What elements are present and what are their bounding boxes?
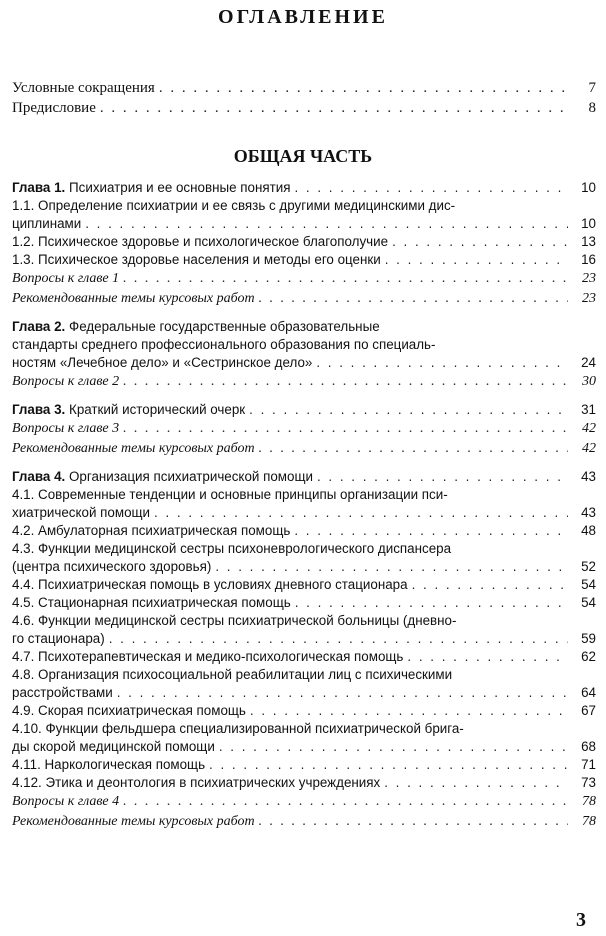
leader-dots bbox=[209, 756, 568, 774]
toc-page-number: 24 bbox=[581, 355, 596, 370]
leader-dots bbox=[85, 215, 568, 233]
toc-page-number: 67 bbox=[581, 703, 596, 718]
chapter-label: Глава 2. bbox=[12, 319, 66, 334]
toc-section-1-2[interactable] bbox=[0, 233, 606, 251]
toc-page-number: 16 bbox=[581, 252, 596, 267]
toc-section-4-7[interactable] bbox=[0, 648, 606, 666]
toc-main bbox=[0, 179, 606, 832]
toc-page-number: 7 bbox=[588, 80, 596, 96]
toc-entry-text-line1: 1.1. Определение психиатрии и ее связь с другими медицинскими дис- bbox=[12, 198, 456, 213]
toc-entry-text: 1.3. Психическое здоровье населения и методы его оценки bbox=[12, 252, 381, 267]
toc-entry-text-line1: 4.1. Современные тенденции и основные принципы организации пси- bbox=[12, 487, 448, 502]
toc-entry-text: Рекомендованные темы курсовых работ bbox=[12, 291, 255, 306]
toc-coursework-3[interactable] bbox=[0, 439, 606, 459]
leader-dots bbox=[109, 630, 568, 648]
toc-section-4-3[interactable] bbox=[0, 540, 606, 576]
toc-entry-text-line1: 4.8. Организация психосоциальной реабилитации лиц с психическими bbox=[12, 667, 453, 682]
chapter-title-line2: стандарты среднего профессионального образования по специаль- bbox=[12, 337, 436, 352]
toc-page-number: 43 bbox=[581, 469, 596, 484]
toc-page-number: 42 bbox=[582, 421, 596, 436]
toc-entry-text: циплинами bbox=[12, 216, 82, 231]
toc-coursework-4[interactable] bbox=[0, 812, 606, 832]
toc-entry-abbreviations[interactable] bbox=[0, 78, 606, 98]
toc-page-number: 48 bbox=[581, 523, 596, 538]
leader-dots bbox=[249, 401, 568, 419]
toc-page-number: 54 bbox=[581, 577, 596, 592]
toc-page-number: 13 bbox=[581, 234, 596, 249]
chapter-label: Глава 3. bbox=[12, 402, 66, 417]
toc-section-4-6[interactable] bbox=[0, 612, 606, 648]
toc-section-4-5[interactable] bbox=[0, 594, 606, 612]
chapter-label: Глава 4. bbox=[12, 469, 66, 484]
toc-entry-text: 4.11. Наркологическая помощь bbox=[12, 757, 206, 772]
chapter-title: Психиатрия и ее основные понятия bbox=[69, 180, 291, 195]
leader-dots bbox=[123, 372, 568, 392]
toc-chapter-4[interactable] bbox=[0, 468, 606, 486]
toc-chapter-1[interactable] bbox=[0, 179, 606, 197]
toc-section-4-4[interactable] bbox=[0, 576, 606, 594]
toc-page-number: 31 bbox=[581, 402, 596, 417]
leader-dots bbox=[384, 774, 568, 792]
toc-section-4-10[interactable] bbox=[0, 720, 606, 756]
chapter-title-line3: ностям «Лечебное дело» и «Сестринское дело» bbox=[12, 355, 313, 370]
toc-page-number: 30 bbox=[582, 374, 596, 389]
leader-dots bbox=[412, 576, 568, 594]
toc-page-number: 43 bbox=[581, 505, 596, 520]
toc-page-number: 78 bbox=[582, 814, 596, 829]
toc-page-number: 10 bbox=[581, 180, 596, 195]
toc-section-4-8[interactable] bbox=[0, 666, 606, 702]
toc-page-number: 10 bbox=[581, 216, 596, 231]
leader-dots bbox=[259, 439, 568, 459]
leader-dots bbox=[250, 702, 568, 720]
leader-dots bbox=[219, 738, 568, 756]
toc-page-number: 71 bbox=[581, 757, 596, 772]
leader-dots bbox=[154, 504, 568, 522]
leader-dots bbox=[317, 468, 568, 486]
chapter-title: Организация психиатрической помощи bbox=[69, 469, 313, 484]
toc-page-number: 78 bbox=[582, 794, 596, 809]
toc-entry-text: ды скорой медицинской помощи bbox=[12, 739, 215, 754]
toc-entry-text: Вопросы к главе 4 bbox=[12, 794, 120, 809]
toc-entry-text: 4.7. Психотерапевтическая и медико-психологическая помощь bbox=[12, 649, 404, 664]
toc-section-4-2[interactable] bbox=[0, 522, 606, 540]
leader-dots bbox=[407, 648, 568, 666]
leader-dots bbox=[123, 792, 568, 812]
toc-chapter-2[interactable] bbox=[0, 318, 606, 372]
leader-dots bbox=[259, 289, 568, 309]
leader-dots bbox=[259, 812, 568, 832]
toc-entry-text-line1: 4.6. Функции медицинской сестры психиатрической больницы (дневно- bbox=[12, 613, 457, 628]
leader-dots bbox=[117, 684, 568, 702]
leader-dots bbox=[123, 419, 568, 439]
toc-entry-text: (центра психического здоровья) bbox=[12, 559, 212, 574]
toc-section-1-1[interactable] bbox=[0, 197, 606, 233]
toc-page-number: 73 bbox=[581, 775, 596, 790]
toc-entry-text-line1: 4.10. Функции фельдшера специализированной психиатрической брига- bbox=[12, 721, 464, 736]
toc-page-number: 68 bbox=[581, 739, 596, 754]
toc-entry-text: хиатрической помощи bbox=[12, 505, 151, 520]
toc-entry-text: 4.9. Скорая психиатрическая помощь bbox=[12, 703, 246, 718]
toc-questions-4[interactable] bbox=[0, 792, 606, 812]
toc-section-4-1[interactable] bbox=[0, 486, 606, 522]
toc-entry-text: Вопросы к главе 1 bbox=[12, 271, 120, 286]
toc-section-4-11[interactable] bbox=[0, 756, 606, 774]
toc-entry-text-line1: 4.3. Функции медицинской сестры психоневрологического диспансера bbox=[12, 541, 452, 556]
leader-dots bbox=[295, 594, 568, 612]
toc-questions-3[interactable] bbox=[0, 419, 606, 439]
toc-section-4-9[interactable] bbox=[0, 702, 606, 720]
toc-entry-text: 4.2. Амбулаторная психиатрическая помощь bbox=[12, 523, 291, 538]
toc-entry-text: 4.4. Психиатрическая помощь в условиях дневного стационара bbox=[12, 577, 408, 592]
leader-dots bbox=[385, 251, 568, 269]
chapter-title-line1: Федеральные государственные образовательные bbox=[69, 319, 380, 334]
toc-entry-text: Предисловие bbox=[12, 100, 96, 116]
toc-entry-text: Условные сокращения bbox=[12, 80, 155, 96]
toc-page-number: 23 bbox=[582, 291, 596, 306]
part-title: ОБЩАЯ ЧАСТЬ bbox=[233, 146, 373, 166]
toc-entry-text: Вопросы к главе 2 bbox=[12, 374, 120, 389]
toc-entry-text: 1.2. Психическое здоровье и психологическое благополучие bbox=[12, 234, 389, 249]
toc-page-number: 8 bbox=[588, 100, 596, 116]
chapter-label: Глава 1. bbox=[12, 180, 66, 195]
leader-dots bbox=[316, 354, 568, 372]
leader-dots bbox=[159, 78, 568, 98]
leader-dots bbox=[294, 179, 568, 197]
page-title: ОГЛАВЛЕНИЕ bbox=[218, 6, 388, 28]
toc-questions-2[interactable] bbox=[0, 372, 606, 392]
toc-entry-text: Рекомендованные темы курсовых работ bbox=[12, 814, 255, 829]
toc-section-1-3[interactable] bbox=[0, 251, 606, 269]
toc-chapter-3[interactable] bbox=[0, 401, 606, 419]
leader-dots bbox=[100, 98, 568, 118]
toc-page-number: 42 bbox=[582, 441, 596, 456]
leader-dots bbox=[294, 522, 568, 540]
toc-section-4-12[interactable] bbox=[0, 774, 606, 792]
toc-coursework-1[interactable] bbox=[0, 289, 606, 309]
toc-entry-text: го стационара) bbox=[12, 631, 105, 646]
toc-page-number: 59 bbox=[581, 631, 596, 646]
leader-dots bbox=[392, 233, 568, 251]
leader-dots bbox=[123, 269, 568, 289]
toc-entry-text: Вопросы к главе 3 bbox=[12, 421, 120, 436]
toc-entry-text: 4.12. Этика и деонтология в психиатрических учреждениях bbox=[12, 775, 381, 790]
toc-page-number: 52 bbox=[581, 559, 596, 574]
intro-section bbox=[0, 78, 606, 118]
toc-entry-text: расстройствами bbox=[12, 685, 113, 700]
toc-entry-text: 4.5. Стационарная психиатрическая помощь bbox=[12, 595, 291, 610]
toc-page-number: 23 bbox=[582, 271, 596, 286]
page-number: 3 bbox=[576, 909, 586, 931]
toc-questions-1[interactable] bbox=[0, 269, 606, 289]
toc-page-number: 64 bbox=[581, 685, 596, 700]
toc-page-number: 62 bbox=[581, 649, 596, 664]
toc-page-number: 54 bbox=[581, 595, 596, 610]
toc-entry-text: Рекомендованные темы курсовых работ bbox=[12, 441, 255, 456]
chapter-title: Краткий исторический очерк bbox=[69, 402, 246, 417]
leader-dots bbox=[215, 558, 568, 576]
toc-entry-preface[interactable] bbox=[0, 98, 606, 118]
